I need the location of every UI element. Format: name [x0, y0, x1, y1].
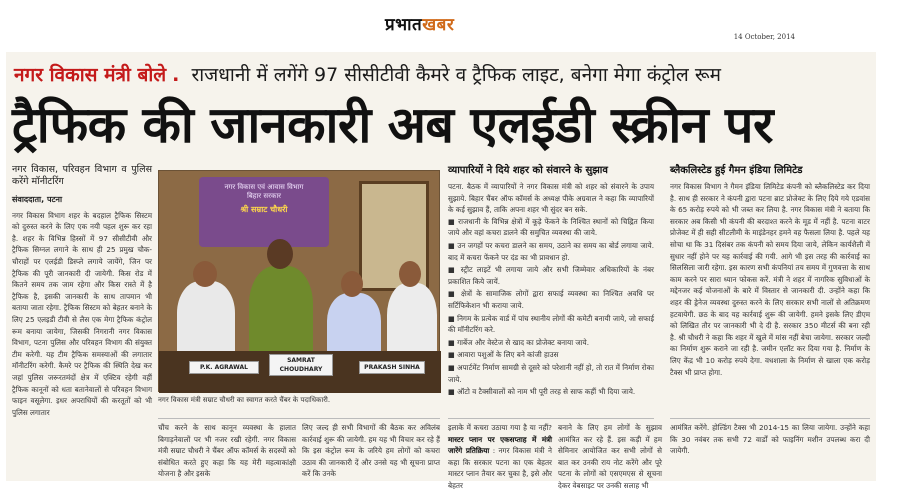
suggestion-point: ■ स्ट्रीट लाइटें भी लगाया जाये और सभी जिम्मेवार अधिकारियों के नंबर प्रकाशित किये जायें. — [448, 265, 654, 286]
suggestion-point: ■ ऑटो व टैक्सीवालों को नाम भी पूरी तरह से साफ कहीं भी दिया जाये. — [448, 387, 636, 397]
kicker-dot: . — [172, 64, 180, 86]
bottom-right-column: आमंत्रित करेंगे. होल्डिंग टैक्स भी 2014-15 का लिया जायेगा. उन्होंने कहा कि 30 नवंबर तक सभी 72 वार्डों को फाइनिंग मशीन उपलब्ध करा दी जायेगी. — [670, 423, 870, 456]
left-column — [12, 164, 152, 476]
banner-line1: नगर विकास एवं आवास विभाग — [224, 183, 304, 191]
newspaper-logo — [385, 12, 454, 35]
person-left — [177, 281, 235, 361]
person-right2-head — [399, 261, 421, 287]
suggestion-point: ■ आवारा पशुओं के लिए बने कांजी हाउस — [448, 350, 559, 360]
master-plan-column — [448, 422, 552, 490]
divider-suggestions — [448, 418, 654, 419]
publication-date: 14 October, 2014 — [733, 33, 795, 41]
main-headline: ट्रैफिक की जानकारी अब एलईडी स्क्रीन पर — [12, 96, 773, 154]
event-banner — [199, 177, 329, 247]
left-body: नगर विकास विभाग शहर के बदहाल ट्रैफिक सिस्टम को दुरुस्त करने के लिए एक नयी पहल शुरू कर रहा है. शहर के विभिन्न हिस्सों में 97 सीसीटीवी और ट्रैफिक सिग्नल लगाने के साथ ही 25 प्रमुख चौक-चौराहों पर एलईडी डिस्प्ले लगाये जायेंगे, जिन पर ट्रैफिक की पूरी जानकारी दी जायेगी. किस रोड में कितने समय तक जाम रहेगा और किस रास्ते में है ट्रैफिक है, इसकी जानकारी के साथ तापमान भी बताया जाता रहेगा. ट्रैफिक सिस्टम को बेहतर बनाने के लिए 25 एलइडी टीवी से लैस एक मेगा ट्रैफिक कंट्रोल रूम बनाया जायेगा, जिसकी निगरानी नगर विकास विभाग, पटना पुलिस और परिवहन विभाग की संयुक्त टीम करेगी. यह टीम ट्रैफिक समस्याओं की लगातार मॉनीटरिंग करेगी. कैमरे पर ट्रैफिक की स्थिति देख कर जहां पुलिस जरूरतमंदों क्षेत्र में एक्टिव रहेगी वहीं ट्रैफिक कानूनों को धता बतानेवालों से परिवहन विभाग फाइन वसूलेगा. इधर अपराधियों की करतूतों को भी पुलिस लगातार — [12, 210, 152, 417]
divider-below-photo — [158, 418, 440, 419]
suggestion-point: ■ निगम के प्रत्येक वार्ड में पांच स्थानीय लोगों की कमेटी बनायी जाये, जो सफाई की मॉनीटरिंग करे. — [448, 313, 654, 335]
suggestions-title: व्यापारियों ने दिये शहर को संवारने के सुझाव — [448, 165, 608, 176]
nameplate-center: SAMRAT CHOUDHARY — [269, 354, 333, 376]
blacklist-title: ब्लैकलिस्टेड हुई गैमन इंडिया लिमिटेड — [670, 165, 803, 176]
suggestion-point: ■ अपार्टमेंट निर्माण सामग्री से दूसरे को परेशानी नहीं हो, तो रात में निर्माण रोका जाये. — [448, 362, 654, 384]
nameplate-left: P.K. AGRAWAL — [189, 361, 259, 374]
news-photo — [158, 170, 440, 392]
kicker-line — [14, 62, 874, 88]
photo-caption: नगर विकास मंत्री सम्राट चौधरी का स्वागत करते चैंबर के पदाधिकारी. — [158, 396, 331, 404]
suggestion-point: ■ राजधानी के विभिन्न क्षेत्रों में कूड़े फेंकने के निश्चित स्थानों को चिह्नित किया जाये और वहां कचरा डालने की समुचित व्यवस्था की जाये. — [448, 216, 654, 238]
master-plan-title: मास्टर प्लान पर एकसप्ताह में मंत्री जारेंगे प्रतिक्रिया — [448, 434, 552, 456]
divider-blacklist — [670, 418, 870, 419]
logo-prefix: प्रभात — [385, 15, 423, 35]
person-right1-head — [341, 271, 363, 297]
logo-suffix: खबर — [422, 15, 455, 35]
bottom-mid-column: बनाने के लिए हम लोगों के सुझाव आमंत्रित कर रहे हैं. इस कड़ी में हम सेमिनार आयोजित कर सभी लोगों से बात कर उनकी राय नोट करेंगे और पूरे पटना के लोगों को एसएमएस से सूचना देकर वेबसाइट पर उनकी सलाह भी — [558, 423, 662, 490]
left-subhead: नगर विकास, परिवहन विभाग व पुलिस करेंगे मॉनीटरिंग — [12, 164, 152, 187]
banner-line2: बिहार सरकार — [246, 192, 282, 200]
blacklist-column — [670, 164, 870, 416]
masthead — [0, 8, 900, 42]
banner-name: श्री सम्राट चौधरी — [240, 205, 288, 214]
below-photo-col2: लिए जल्द ही सभी विभागों की बैठक कर अविलंब कार्रवाई शुरू की जायेगी. हम यह भी विचार कर रहे हैं कि इस कंट्रोल रूम के जरिये हम लोगों को कचरा उठाव की जानकारी दें और उनसे यह भी सूचना प्राप्त करें कि उनके — [302, 423, 440, 479]
master-plan-body: : नगर विकास मंत्री ने कहा कि सरकार पटना का एक बेहतर मास्टर प्लान तैयार कर चुका है, इसे और बेहतर — [448, 446, 552, 490]
news-clipping — [6, 52, 876, 490]
person-center-head — [267, 239, 293, 269]
bottom-left-text: इलाके में कचरा उठाया गया है या नहीं? — [448, 423, 552, 432]
below-photo-col1: चौंच करने के साथ कानून व्यवस्था के हालात बिगाड़नेवालों पर भी नजर रखी रहेगी. नगर विकास मंत्री सम्राट चौधरी ने चैंबर ऑफ कॉमर्स के सदस्यों को संबोधित करते हुए कहा कि यह मेरी महत्वाकांक्षी योजना है और इसके — [158, 423, 296, 479]
blacklist-body: नगर विकास विभाग ने गैमन इंडिया लिमिटेड कंपनी को ब्लैकलिस्टेड कर दिया है. साथ ही सरकार ने कंपनी द्वारा पटना ब्राट प्रोजेक्ट के लिए दिये गये एडवांस के 65 करोड़ रुपये को भी जब्त कर लिया है. नगर विकास मंत्री ने बताया कि सरकार अब किसी भी कंपनी की बरदाश्त करने के मूड में नहीं है. पटना वाटर प्रोजेक्ट में ही सही सीटलीमी के माइंडेनहर हमने वह फैसला लिया है. पहले यह सोचा था कि 31 दिसंबर तक कंपनी को समय दिया जाये, लेकिन कार्यशैली में सुधार नहीं होने पर यह कार्रवाई की गयी. आगे भी इस तरह की कार्रवाई का सिलसिला जारी रहेगा. इस कारण सभी कंपनियां तय समय में गुणवत्ता के साथ काम करने पर सारा ध्यान फोकस करें. मंत्री ने शहर में नागरिक सुविधाओं के मद्देनजर कई योजनाओं के बारे में विस्तार से जानकारी दी. उन्होंने कहा कि शहर की ड्रेनेज व्यवस्था दुरुस्त करने के लिए सरकार सभी नालों से अतिक्रमण हटवायेगी. छठ के बाद यह कार्रवाई शुरू की जायेगी. हमने इसके लिए डीएम को लिखित तौर पर जानकारी भी दे दी है. सरकार 350 मीटर्स की बना रही है. श्री चौधरी ने कहा कि शहर में खुले में मांस नहीं बेचा जायेगा. सरकार जल्दी का निर्माण शुरू कराने जा रही है. जमीन एलॉट कर दिया गया है. निर्माण के लिए केंद्र भी 10 करोड़ रुपये देगा. वधशाला के निर्माण से खाला एक करोड़ टैक्स भी प्राप्त होगा. — [670, 182, 870, 377]
suggestions-column — [448, 164, 654, 416]
byline: संवाददाता, पटना — [12, 195, 63, 204]
suggestions-intro: पटना. बैठक में व्यापारियों ने नगर विकास मंत्री को शहर को संवारने के उपाय सुझाये. बिहार चैंबर ऑफ कॉमर्स के अध्यक्ष पीके अग्रवाल ने कहा कि व्यापारियों के कई सुझाव हैं, ताकि अपना शहर भी सुंदर बन सके. — [448, 182, 654, 215]
person-center — [249, 266, 313, 361]
kicker-rest: राजधानी में लगेंगे 97 सीसीटीवी कैमरे व ट्रैफिक लाइट, बनेगा मेगा कंट्रोल रूम — [191, 64, 721, 86]
kicker-lead: नगर विकास मंत्री बोले — [14, 64, 167, 86]
suggestion-point: ■ गार्बेज और वेस्टेज से खाद का प्रोजेक्ट बनाया जाये. — [448, 337, 589, 347]
nameplate-right: PRAKASH SINHA — [359, 361, 425, 374]
suggestion-point: ■ क्षेत्रों के सामाजिक लोगों द्वारा सफाई व्यवस्था का निश्चित अवधि पर सर्टिफिकेशन भी कराया जाये. — [448, 289, 654, 310]
suggestion-point: ■ उन जगहों पर कचरा डालने का समय, उठाने का समय का बोर्ड लगाया जाये. बाद में कचरा फेंकने पर दंड का भी प्रावधान हो. — [448, 240, 654, 262]
person-left-head — [193, 261, 217, 287]
